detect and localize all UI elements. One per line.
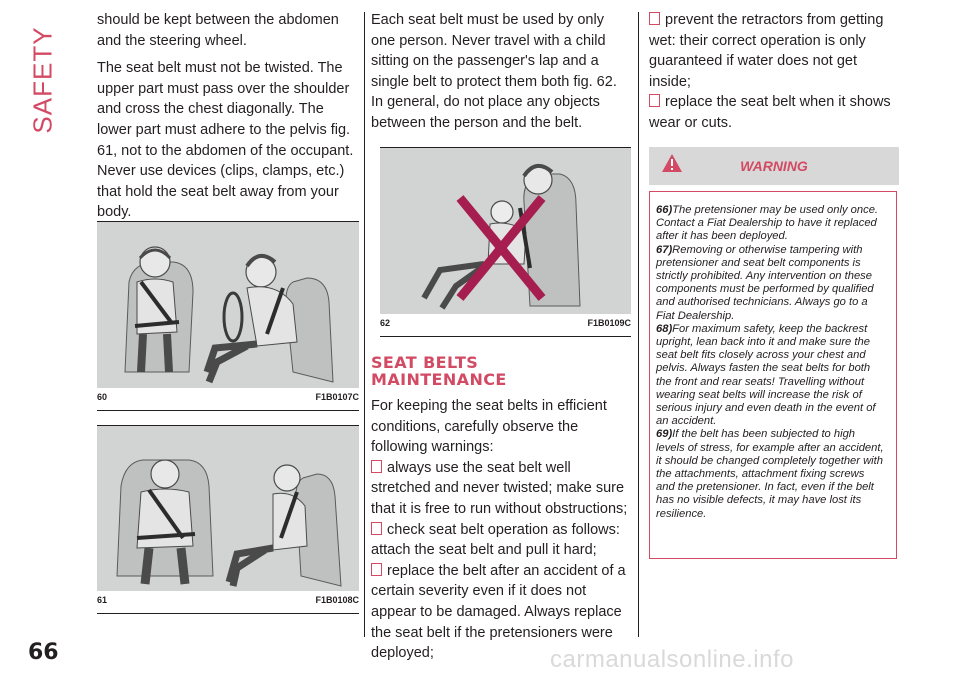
checkbox-icon: [371, 522, 382, 535]
column-3: [649, 10, 901, 134]
column-divider-2: [638, 12, 639, 637]
figure-60-illustration: [97, 222, 359, 388]
maintenance-intro: For keeping the seat belts in efficient conditions, carefully observe the following warnings:: [371, 398, 607, 456]
warning-item: 68)For maximum safety, keep the backrest upright, lean back into it and make sure the seat belt fits closely across your chest and pelvis. Always fasten the seat belts for both the front and rear seats! Travelling without wearing seat belts will increase the risk of serious injury and even death in the event of an accident.: [656, 322, 876, 428]
figure-62: [380, 147, 631, 337]
figure-62-illustration: [380, 148, 631, 314]
figure-60: [97, 221, 359, 411]
correct-belt-positioning-illustration: [97, 426, 359, 591]
warning-title: WARNING: [740, 158, 808, 174]
column-2: [371, 10, 632, 141]
checkbox-icon: [649, 94, 660, 107]
figure-61: [97, 425, 359, 614]
warning-item: 67)Removing or otherwise tampering with pretensioner and seat belt components is strictly prohibited. Any intervention on these components must be performed by qualified and authorised technicians. Always go to a Fiat Dealership.: [656, 243, 874, 322]
warning-header: [649, 147, 899, 185]
warning-item: 66)The pretensioner may be used only once. Contact a Fiat Dealership to have it replaced after it has been deployed.: [656, 204, 879, 243]
page-number: 66: [28, 640, 59, 665]
checkbox-icon: [649, 12, 660, 25]
child-on-lap-prohibited-illustration: [380, 148, 631, 314]
column-divider-1: [364, 12, 365, 637]
maintenance-heading-line2: MAINTENANCE: [371, 370, 507, 389]
maintenance-item: always use the seat belt well stretched and never twisted; make sure that it is free to run without obstructions;: [371, 459, 628, 517]
maintenance-item: check seat belt operation as follows: attach the seat belt and pull it hard;: [371, 521, 620, 559]
maintenance-heading-line1: SEAT BELTS: [371, 353, 479, 372]
col1-paragraph-2: The seat belt must not be twisted. The upper part must pass over the shoulder and cross the chest diagonally. The lower part must adhere to the pelvis fig. 61, not to the abdomen of the occupant. Never use devices (clips, clamps, etc.) that hold the seat belt away from your body.: [97, 60, 354, 221]
section-tab: SAFETY: [27, 26, 58, 134]
figure-60-number: 60: [97, 392, 108, 402]
warning-body: [649, 191, 897, 559]
warning-box: [649, 147, 899, 560]
checkbox-icon: [371, 563, 382, 576]
maintenance-item: replace the seat belt when it shows wear or cuts.: [649, 94, 891, 131]
figure-61-illustration: [97, 426, 359, 591]
figure-60-code: F1B0107C: [315, 392, 359, 402]
checkbox-icon: [371, 460, 382, 473]
watermark: carmanualsonline.info: [550, 646, 794, 673]
figure-62-code: F1B0109C: [587, 318, 631, 328]
col2-paragraph-1: Each seat belt must be used by only one person. Never travel with a child sitting on the passenger's lap and a single belt to protect them both fig. 62. In general, do not place any objects between the person and the belt.: [371, 12, 617, 131]
figure-62-caption: [380, 314, 631, 337]
maintenance-item: prevent the retractors from getting wet: their correct operation is only guaranteed if water does not get inside;: [649, 12, 884, 90]
figure-61-number: 61: [97, 595, 108, 605]
figure-61-caption: [97, 591, 359, 614]
maintenance-heading: [371, 354, 632, 388]
figure-60-caption: [97, 388, 359, 411]
col1-paragraph-1: should be kept between the abdomen and the steering wheel.: [97, 12, 339, 49]
warning-item: 69)If the belt has been subjected to high levels of stress, for example after an accident, it should be changed completely together with the attachments, attachment fixing screws and the pretensioner. In fact, even if the belt has no visible defects, it may have lost its resilience.: [656, 428, 884, 520]
child-and-adult-seated-illustration: [97, 222, 359, 388]
column-1: [97, 10, 359, 230]
figure-61-code: F1B0108C: [315, 595, 359, 605]
maintenance-section: [371, 354, 632, 664]
maintenance-item: replace the belt after an accident of a certain severity even if it does not appear to be damaged. Always replace the seat belt if the pretensioners were deployed;: [371, 562, 626, 662]
figure-62-number: 62: [380, 318, 391, 328]
